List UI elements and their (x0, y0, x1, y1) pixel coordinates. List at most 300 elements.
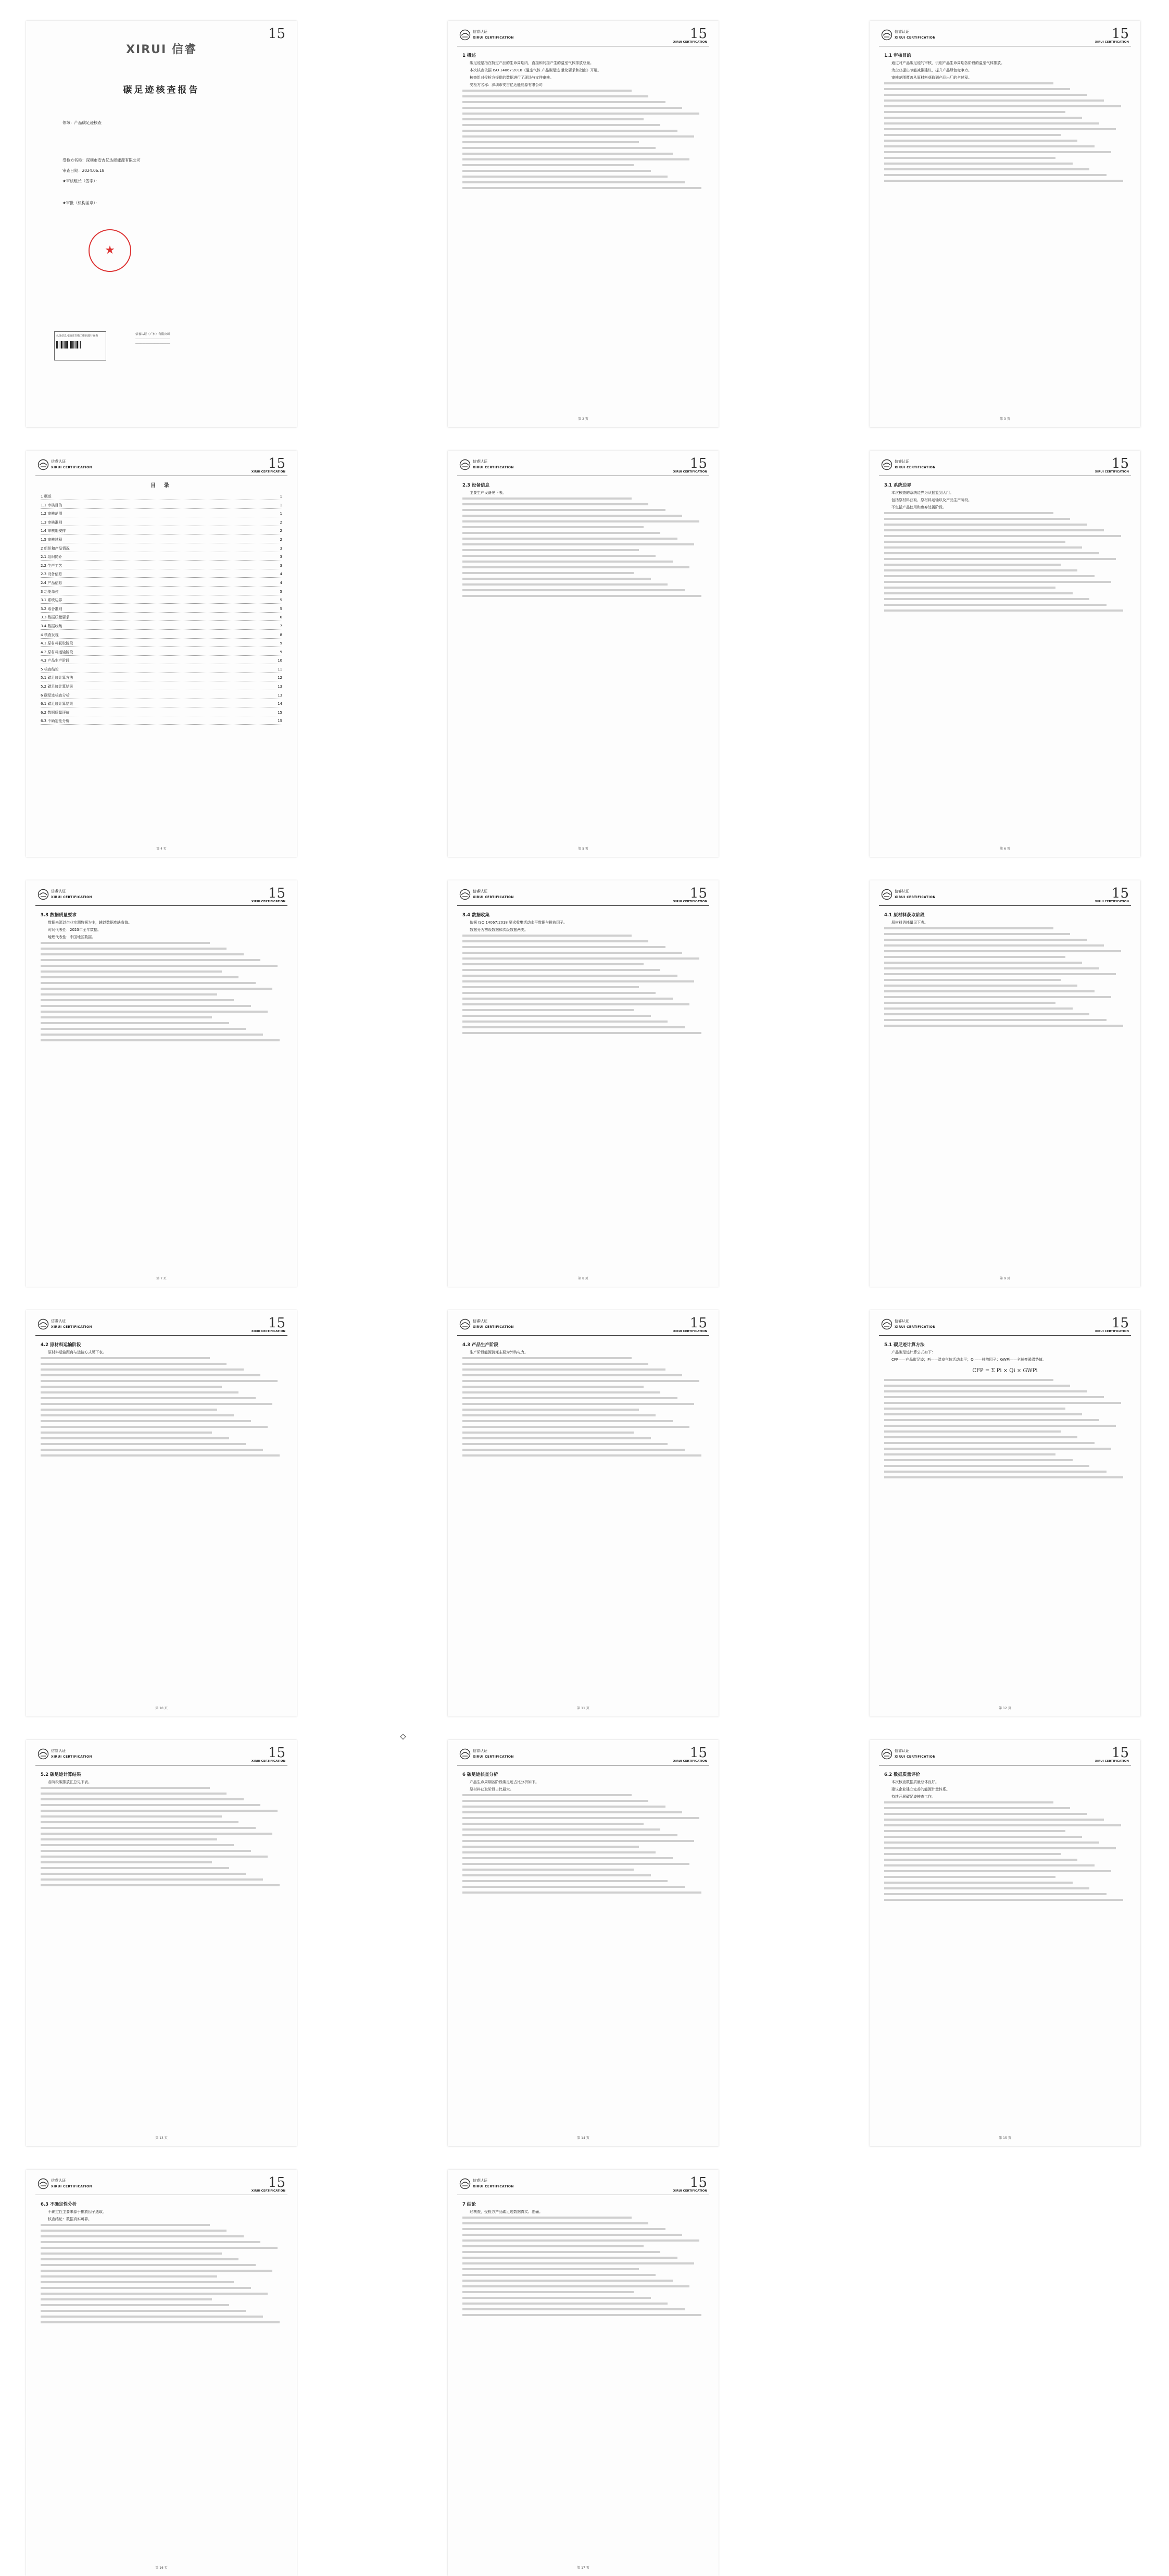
text-line-placeholder (884, 996, 1111, 998)
text-line-placeholder (462, 153, 673, 155)
text-line-placeholder (41, 2235, 244, 2237)
text-line-placeholder (462, 980, 694, 982)
text-line-placeholder (462, 969, 660, 971)
toc-item-label: 4 核查发现 (41, 632, 59, 637)
toc-item-label: 2 组织和产品情况 (41, 546, 70, 551)
company-logo-icon (881, 29, 893, 41)
header-right-text: XIRUI CERTIFICATION (673, 1760, 707, 1763)
toc-item (41, 684, 282, 690)
paragraph: 核查结论：数据真实可靠。 (48, 2217, 92, 2221)
page-number: 15 (689, 886, 707, 901)
text-line-placeholder (884, 174, 1107, 176)
text-line-placeholder (462, 170, 651, 172)
text-line-placeholder (462, 124, 660, 126)
page-body (41, 1339, 282, 1704)
toc-item (41, 710, 282, 716)
text-line-placeholder (462, 1811, 682, 1813)
page-number: 15 (268, 886, 285, 901)
text-line-placeholder (462, 118, 644, 120)
toc-item-label: 1.5 审核过程 (41, 537, 62, 542)
text-line-placeholder (462, 1003, 689, 1005)
text-line-placeholder (462, 2297, 651, 2299)
toc-item-label: 2.1 组织简介 (41, 555, 62, 559)
text-line-placeholder (884, 1471, 1107, 1473)
text-line-placeholder (462, 992, 656, 994)
toc-item (41, 667, 282, 673)
page-footer: 第 17 页 (577, 2566, 589, 2570)
toc-item (41, 658, 282, 664)
section-heading: 5.1 碳足迹计算方法 (884, 1342, 925, 1348)
page-number: 15 (268, 2175, 285, 2191)
toc-item (41, 650, 282, 656)
text-line-placeholder (462, 1386, 644, 1388)
text-line-placeholder (884, 927, 1053, 929)
report-page (26, 1740, 297, 2146)
brand-name-cn: 信睿认证 (473, 30, 487, 34)
toc-item (41, 520, 282, 526)
toc-item-page: 2 (280, 520, 282, 525)
text-line-placeholder (41, 1827, 256, 1829)
text-line-placeholder (462, 1443, 668, 1445)
text-line-placeholder (41, 1363, 227, 1365)
text-line-placeholder (41, 1034, 263, 1036)
text-line-placeholder (884, 1813, 1087, 1815)
text-line-placeholder (41, 1397, 256, 1399)
text-line-placeholder (41, 1420, 251, 1422)
text-line-placeholder (884, 604, 1107, 606)
toc-item-page: 5 (280, 598, 282, 603)
toc-item-page: 1 (280, 512, 282, 516)
text-line-placeholder (462, 147, 656, 149)
report-title: 碳足迹核查报告 (123, 85, 200, 95)
paragraph: 为企业提出节能减排建议，提升产品绿色竞争力。 (891, 68, 972, 72)
text-line-placeholder (462, 1426, 689, 1428)
text-line-placeholder (884, 1413, 1082, 1415)
text-line-placeholder (41, 1798, 244, 1800)
toc-item-label: 4.2 原材料运输阶段 (41, 650, 73, 654)
text-line-placeholder (41, 1810, 278, 1812)
header-right-text: XIRUI CERTIFICATION (673, 1330, 707, 1333)
paragraph: 不包括产品使用和废弃处置阶段。 (891, 505, 946, 509)
text-line-placeholder (884, 1436, 1077, 1438)
paragraph: 生产阶段能源消耗主要为外购电力。 (470, 1350, 528, 1354)
text-line-placeholder (462, 113, 699, 115)
text-line-placeholder (884, 518, 1070, 520)
text-line-placeholder (884, 1853, 1061, 1855)
page-body (462, 50, 704, 415)
text-line-placeholder (884, 1379, 1053, 1381)
text-line-placeholder (41, 1856, 268, 1858)
toc-item (41, 615, 282, 621)
brand-name-en: XIRUI CERTIFICATION (473, 36, 514, 40)
report-page (448, 21, 719, 427)
text-line-placeholder (41, 2321, 280, 2323)
cover-field: ★审核组长（签字）： (62, 179, 99, 183)
brand-name-en: XIRUI CERTIFICATION (51, 466, 92, 469)
page-body (41, 480, 282, 844)
toc-item-page: 15 (278, 719, 282, 724)
text-line-placeholder (462, 1880, 668, 1882)
toc-item-page: 1 (280, 494, 282, 499)
header-right-text: XIRUI CERTIFICATION (1095, 900, 1129, 903)
header-right-text: XIRUI CERTIFICATION (1095, 470, 1129, 474)
text-line-placeholder (884, 1476, 1123, 1478)
text-line-placeholder (884, 1402, 1121, 1404)
toc-item (41, 718, 282, 725)
text-line-placeholder (462, 1021, 668, 1023)
toc-item-label: 3 功能单位 (41, 589, 59, 594)
text-line-placeholder (884, 111, 1065, 113)
text-line-placeholder (41, 2287, 251, 2289)
text-line-placeholder (884, 1893, 1107, 1895)
section-heading: 6 碳足迹核查分析 (462, 1772, 498, 1777)
text-line-placeholder (462, 1432, 634, 1434)
text-line-placeholder (41, 1403, 272, 1405)
text-line-placeholder (462, 2262, 694, 2264)
text-line-placeholder (884, 168, 1089, 170)
text-line-placeholder (41, 1391, 238, 1393)
page-number: 15 (689, 2175, 707, 2191)
toc-item-label: 5.2 碳足迹计算结果 (41, 685, 73, 689)
text-block (462, 90, 704, 189)
report-page (870, 1310, 1140, 1716)
text-line-placeholder (462, 986, 639, 988)
text-line-placeholder (41, 1011, 268, 1013)
section-heading: 7 结论 (462, 2202, 476, 2207)
toc-item (41, 563, 282, 569)
text-line-placeholder (41, 1443, 246, 1445)
page-body (884, 910, 1126, 1274)
section-heading: 6.3 不确定性分析 (41, 2202, 77, 2207)
brand-name-en: XIRUI CERTIFICATION (51, 1325, 92, 1329)
brand-name-en: XIRUI CERTIFICATION (895, 895, 936, 899)
text-line-placeholder (41, 1432, 212, 1434)
text-line-placeholder (41, 999, 234, 1001)
text-block (884, 1379, 1126, 1478)
text-line-placeholder (884, 1801, 1053, 1803)
text-line-placeholder (884, 592, 1073, 594)
page-footer: 第 5 页 (578, 847, 588, 851)
text-line-placeholder (41, 1437, 229, 1439)
text-line-placeholder (462, 2274, 656, 2276)
text-line-placeholder (884, 145, 1095, 147)
header-right-text: XIRUI CERTIFICATION (673, 2189, 707, 2193)
report-page (870, 880, 1140, 1287)
brand-name-cn: 信睿认证 (895, 30, 909, 34)
page-footer: 第 12 页 (999, 1707, 1011, 1710)
text-line-placeholder (462, 543, 694, 545)
company-logo-icon (881, 889, 893, 900)
section-heading: 5.2 碳足迹计算结果 (41, 1772, 81, 1777)
page-body (41, 910, 282, 1274)
text-line-placeholder (41, 2264, 256, 2266)
toc-item-label: 6.3 不确定性分析 (41, 719, 70, 724)
text-line-placeholder (462, 561, 673, 563)
page-header (35, 458, 287, 476)
text-line-placeholder (462, 583, 668, 586)
header-right-text: XIRUI CERTIFICATION (1095, 1330, 1129, 1333)
report-page (26, 2170, 297, 2576)
text-line-placeholder (462, 1834, 677, 1836)
text-line-placeholder (884, 1448, 1111, 1450)
brand-name-cn: 信睿认证 (895, 889, 909, 893)
text-line-placeholder (41, 1884, 280, 1886)
text-line-placeholder (884, 1430, 1061, 1433)
text-line-placeholder (41, 2258, 238, 2260)
brand-name-cn: 信睿认证 (51, 1749, 66, 1753)
toc-title: 目 录 (150, 483, 172, 489)
text-line-placeholder (884, 933, 1070, 935)
page-header (35, 1747, 287, 1765)
header-right-text: XIRUI CERTIFICATION (1095, 41, 1129, 44)
page-footer: 第 11 页 (577, 1707, 589, 1710)
page-footer: 第 3 页 (1000, 417, 1010, 421)
text-line-placeholder (884, 524, 1087, 526)
brand-name-cn: 信睿认证 (895, 1749, 909, 1753)
report-page (870, 1740, 1140, 2146)
text-block (462, 2217, 704, 2316)
text-line-placeholder (884, 1807, 1070, 1809)
text-line-placeholder (884, 1025, 1123, 1027)
page-body (462, 1339, 704, 1704)
text-line-placeholder (41, 1838, 217, 1840)
text-line-placeholder (462, 1363, 648, 1365)
text-line-placeholder (884, 1876, 1055, 1878)
text-line-placeholder (884, 541, 1065, 543)
report-page (448, 1310, 719, 1716)
text-line-placeholder (462, 1806, 665, 1808)
text-line-placeholder (41, 2310, 246, 2312)
text-line-placeholder (462, 1840, 694, 1842)
brand-name-en: XIRUI CERTIFICATION (51, 895, 92, 899)
page-header (879, 1317, 1131, 1336)
cover-field: 审查日期：2024.06.18 (62, 168, 105, 173)
text-line-placeholder (884, 979, 1061, 981)
text-line-placeholder (41, 1454, 280, 1457)
text-line-placeholder (462, 141, 639, 143)
text-line-placeholder (41, 1867, 229, 1869)
page-body (884, 50, 1126, 415)
text-line-placeholder (884, 581, 1111, 583)
text-line-placeholder (884, 82, 1053, 84)
text-line-placeholder (462, 975, 677, 977)
text-line-placeholder (884, 1864, 1095, 1866)
page-footer: 第 15 页 (999, 2136, 1011, 2140)
company-logo-icon (459, 1318, 471, 1330)
text-line-placeholder (462, 2285, 689, 2287)
issuer-block: 信睿认证（广东）有限公司 ──────────────────── ──────────────────── (135, 332, 250, 346)
text-line-placeholder (41, 1787, 210, 1789)
text-line-placeholder (41, 1368, 244, 1371)
brand-name-cn: 信睿认证 (51, 889, 66, 893)
text-line-placeholder (41, 1386, 222, 1388)
text-line-placeholder (41, 1409, 217, 1411)
text-line-placeholder (884, 180, 1123, 182)
text-line-placeholder (41, 959, 260, 961)
toc-item-page: 8 (280, 632, 282, 637)
text-line-placeholder (41, 1022, 229, 1024)
text-line-placeholder (884, 157, 1055, 159)
text-line-placeholder (462, 107, 682, 109)
text-line-placeholder (41, 970, 222, 973)
text-line-placeholder (41, 965, 278, 967)
text-line-placeholder (462, 963, 644, 965)
section-heading: 1 概述 (462, 53, 476, 58)
page-footer: 第 9 页 (1000, 1277, 1010, 1280)
cover-page (26, 21, 297, 427)
paragraph: 地理代表性：中国地区数据。 (48, 935, 95, 939)
header-right-text: XIRUI CERTIFICATION (1095, 1760, 1129, 1763)
text-block (462, 1794, 704, 1894)
text-line-placeholder (462, 1891, 701, 1894)
text-line-placeholder (462, 187, 701, 189)
issuer-name: 信睿认证（广东）有限公司 (135, 333, 170, 336)
page-footer: 第 13 页 (155, 2136, 168, 2140)
text-line-placeholder (884, 1859, 1077, 1861)
page-number: 15 (1111, 456, 1129, 471)
text-line-placeholder (884, 1013, 1089, 1015)
report-page (26, 880, 297, 1287)
text-line-placeholder (462, 1409, 639, 1411)
toc-item-page: 3 (280, 555, 282, 559)
text-line-placeholder (884, 1425, 1116, 1427)
text-block (884, 927, 1126, 1027)
toc-item-page: 2 (280, 529, 282, 533)
text-line-placeholder (462, 1026, 685, 1028)
text-line-placeholder (462, 2234, 682, 2236)
page-body (41, 1769, 282, 2134)
text-line-placeholder (884, 117, 1082, 119)
text-line-placeholder (41, 1844, 234, 1846)
text-line-placeholder (884, 973, 1116, 975)
text-line-placeholder (462, 1874, 651, 1876)
header-right-text: XIRUI CERTIFICATION (251, 900, 285, 903)
page-number: 15 (1111, 886, 1129, 901)
text-line-placeholder (884, 575, 1095, 577)
page-footer: 第 10 页 (155, 1707, 168, 1710)
text-line-placeholder (884, 1841, 1099, 1844)
brand-name-cn: 信睿认证 (895, 1319, 909, 1323)
text-line-placeholder (884, 587, 1055, 589)
cover-field: 领域：产品碳足迹核查 (62, 120, 102, 125)
text-line-placeholder (884, 1887, 1089, 1889)
toc-item-label: 2.4 产品信息 (41, 580, 62, 585)
brand-name-cn: 信睿认证 (473, 889, 487, 893)
text-line-placeholder (41, 2304, 229, 2306)
text-line-placeholder (884, 944, 1104, 947)
toc-item (41, 624, 282, 630)
text-line-placeholder (462, 1454, 701, 1457)
page-footer: 第 2 页 (578, 417, 588, 421)
page-header (879, 458, 1131, 476)
company-logo-icon (881, 1318, 893, 1330)
text-line-placeholder (884, 558, 1116, 560)
text-line-placeholder (462, 2268, 639, 2270)
toc-item-label: 6.2 数据质量评价 (41, 710, 70, 715)
brand-name-en: XIRUI CERTIFICATION (473, 1755, 514, 1759)
toc-item (41, 641, 282, 647)
toc-item-label: 1.1 审核目的 (41, 503, 62, 507)
report-page (870, 451, 1140, 857)
text-line-placeholder (462, 2239, 699, 2242)
text-line-placeholder (462, 181, 685, 183)
text-line-placeholder (41, 2316, 263, 2318)
text-line-placeholder (884, 1408, 1065, 1410)
paragraph: 时间代表性：2023年全年数据。 (48, 928, 101, 932)
text-line-placeholder (41, 1833, 272, 1835)
text-line-placeholder (884, 140, 1077, 142)
text-line-placeholder (462, 572, 634, 574)
text-line-placeholder (41, 1793, 227, 1795)
text-line-placeholder (462, 1015, 651, 1017)
paragraph: 包括原材料获取、原材料运输以及产品生产阶段。 (891, 498, 972, 502)
text-line-placeholder (462, 1414, 656, 1416)
text-line-placeholder (884, 1390, 1087, 1392)
text-line-placeholder (462, 135, 694, 138)
toc-item-page: 10 (278, 658, 282, 663)
toc-item-page: 5 (280, 606, 282, 611)
company-logo-icon (881, 459, 893, 470)
page-header (879, 888, 1131, 906)
page-number: 15 (1111, 1315, 1129, 1331)
report-page (26, 1310, 297, 1716)
company-logo-icon (37, 1318, 49, 1330)
text-line-placeholder (41, 1380, 278, 1382)
official-seal: ★ (89, 229, 131, 272)
text-line-placeholder (462, 90, 632, 92)
text-line-placeholder (884, 990, 1095, 992)
page-body (41, 2199, 282, 2563)
text-line-placeholder (884, 1847, 1116, 1849)
text-line-placeholder (884, 598, 1089, 600)
paragraph: 各阶段碳排放汇总见下表。 (48, 1780, 92, 1784)
text-line-placeholder (462, 2251, 660, 2253)
toc-item-page: 13 (278, 693, 282, 698)
text-line-placeholder (41, 1005, 251, 1007)
brand-name-en: XIRUI CERTIFICATION (895, 466, 936, 469)
text-line-placeholder (884, 1824, 1121, 1826)
section-heading: 3.4 数据收集 (462, 913, 490, 918)
toc-item-label: 1.4 审核组安排 (41, 529, 66, 533)
text-line-placeholder (462, 2303, 668, 2305)
text-line-placeholder (462, 952, 682, 954)
text-line-placeholder (41, 953, 244, 955)
toc-item-page: 3 (280, 563, 282, 568)
text-line-placeholder (41, 976, 238, 978)
text-line-placeholder (884, 1002, 1055, 1004)
text-line-placeholder (462, 1863, 689, 1865)
page-number: 15 (1111, 26, 1129, 42)
barcode-box (54, 331, 106, 360)
text-line-placeholder (462, 566, 689, 568)
text-line-placeholder (462, 1828, 660, 1831)
text-line-placeholder (884, 967, 1099, 969)
text-line-placeholder (41, 2253, 222, 2255)
text-line-placeholder (462, 1823, 644, 1825)
brand-name-cn: 信睿认证 (473, 1749, 487, 1753)
text-line-placeholder (41, 2230, 227, 2232)
toc-item-label: 3.1 系统边界 (41, 598, 62, 603)
page-header (457, 2177, 709, 2195)
text-line-placeholder (884, 1882, 1073, 1884)
paragraph: 经核查，受检方产品碳足迹数据真实、准确。 (470, 2210, 543, 2214)
toc-item-page: 9 (280, 650, 282, 654)
text-line-placeholder (884, 88, 1070, 90)
text-line-placeholder (462, 1794, 632, 1796)
toc-item-label: 3.4 数据收集 (41, 624, 62, 628)
section-heading: 3.3 数据质量要求 (41, 913, 77, 918)
text-line-placeholder (462, 1403, 694, 1405)
